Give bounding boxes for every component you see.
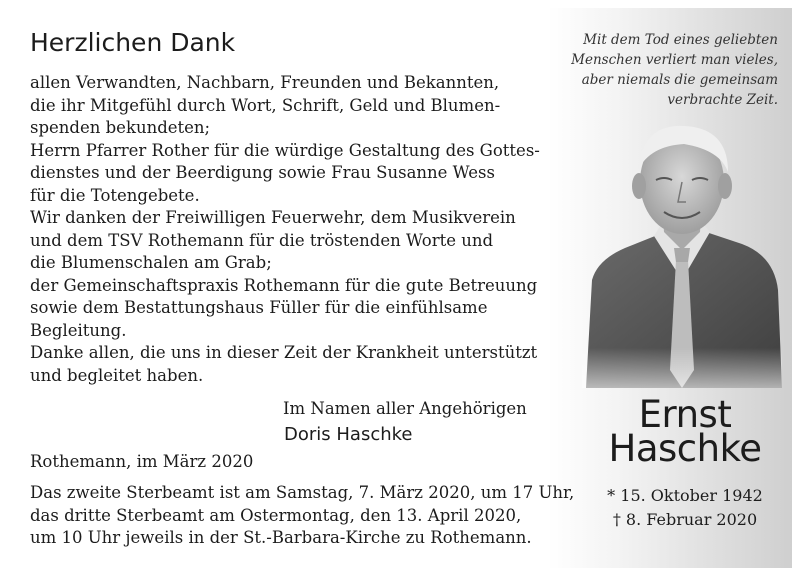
body-line: spenden bekundeten; xyxy=(30,118,211,137)
body-line: der Gemeinschaftspraxis Rothemann für die gute Betreuung xyxy=(30,275,538,295)
birth-date: * 15. Oktober 1942 xyxy=(607,486,763,505)
place-date: Rothemann, im März 2020 xyxy=(30,452,254,471)
body-line: Herrn Pfarrer Rother für die würdige Gestaltung des Gottes- xyxy=(30,140,540,160)
deceased-last-name: Haschke xyxy=(608,427,762,470)
service-line: das dritte Sterbeamt am Ostermontag, den 13. April 2020, xyxy=(30,505,522,525)
thanks-body xyxy=(30,72,570,387)
body-line: dienstes und der Beerdigung sowie Frau Susanne Wess xyxy=(30,163,495,182)
service-line: um 10 Uhr jeweils in der St.-Barbara-Kirche zu Rothemann. xyxy=(30,528,532,547)
body-line: und dem TSV Rothemann für die tröstenden Worte und xyxy=(30,230,494,250)
body-line: und begleitet haben. xyxy=(30,365,204,385)
portrait-illustration xyxy=(582,120,782,388)
portrait-photo xyxy=(582,120,782,388)
quote-line: verbrachte Zeit. xyxy=(667,92,778,108)
body-line: sowie dem Bestattungshaus Füller für die einfühlsame xyxy=(30,298,488,317)
body-line: Begleitung. xyxy=(30,320,127,340)
body-line: Wir danken der Freiwilligen Feuerwehr, dem Musikverein xyxy=(30,208,516,227)
body-line: die ihr Mitgefühl durch Wort, Schrift, Geld und Blumen- xyxy=(30,95,501,115)
signoff-line: Im Namen aller Angehörigen xyxy=(283,399,527,418)
memorial-quote xyxy=(548,30,778,110)
service-info xyxy=(30,482,575,550)
body-line: Danke allen, die uns in dieser Zeit der Krankheit unterstützt xyxy=(30,343,538,362)
death-date: † 8. Februar 2020 xyxy=(612,510,758,529)
quote-line: aber niemals die gemeinsam xyxy=(581,72,778,88)
quote-line: Menschen verliert man vieles, xyxy=(571,52,778,68)
body-line: allen Verwandten, Nachbarn, Freunden und Bekannten, xyxy=(30,73,500,92)
life-dates xyxy=(570,484,800,532)
thanks-heading: Herzlichen Dank xyxy=(30,28,236,57)
body-line: die Blumenschalen am Grab; xyxy=(30,253,272,272)
deceased-first-name: Ernst xyxy=(638,393,732,436)
signer-name: Doris Haschke xyxy=(284,424,413,445)
body-line: für die Totengebete. xyxy=(30,185,200,205)
service-line: Das zweite Sterbeamt ist am Samstag, 7. März 2020, um 17 Uhr, xyxy=(30,483,575,502)
quote-line: Mit dem Tod eines geliebten xyxy=(583,32,778,48)
deceased-name xyxy=(570,393,800,470)
